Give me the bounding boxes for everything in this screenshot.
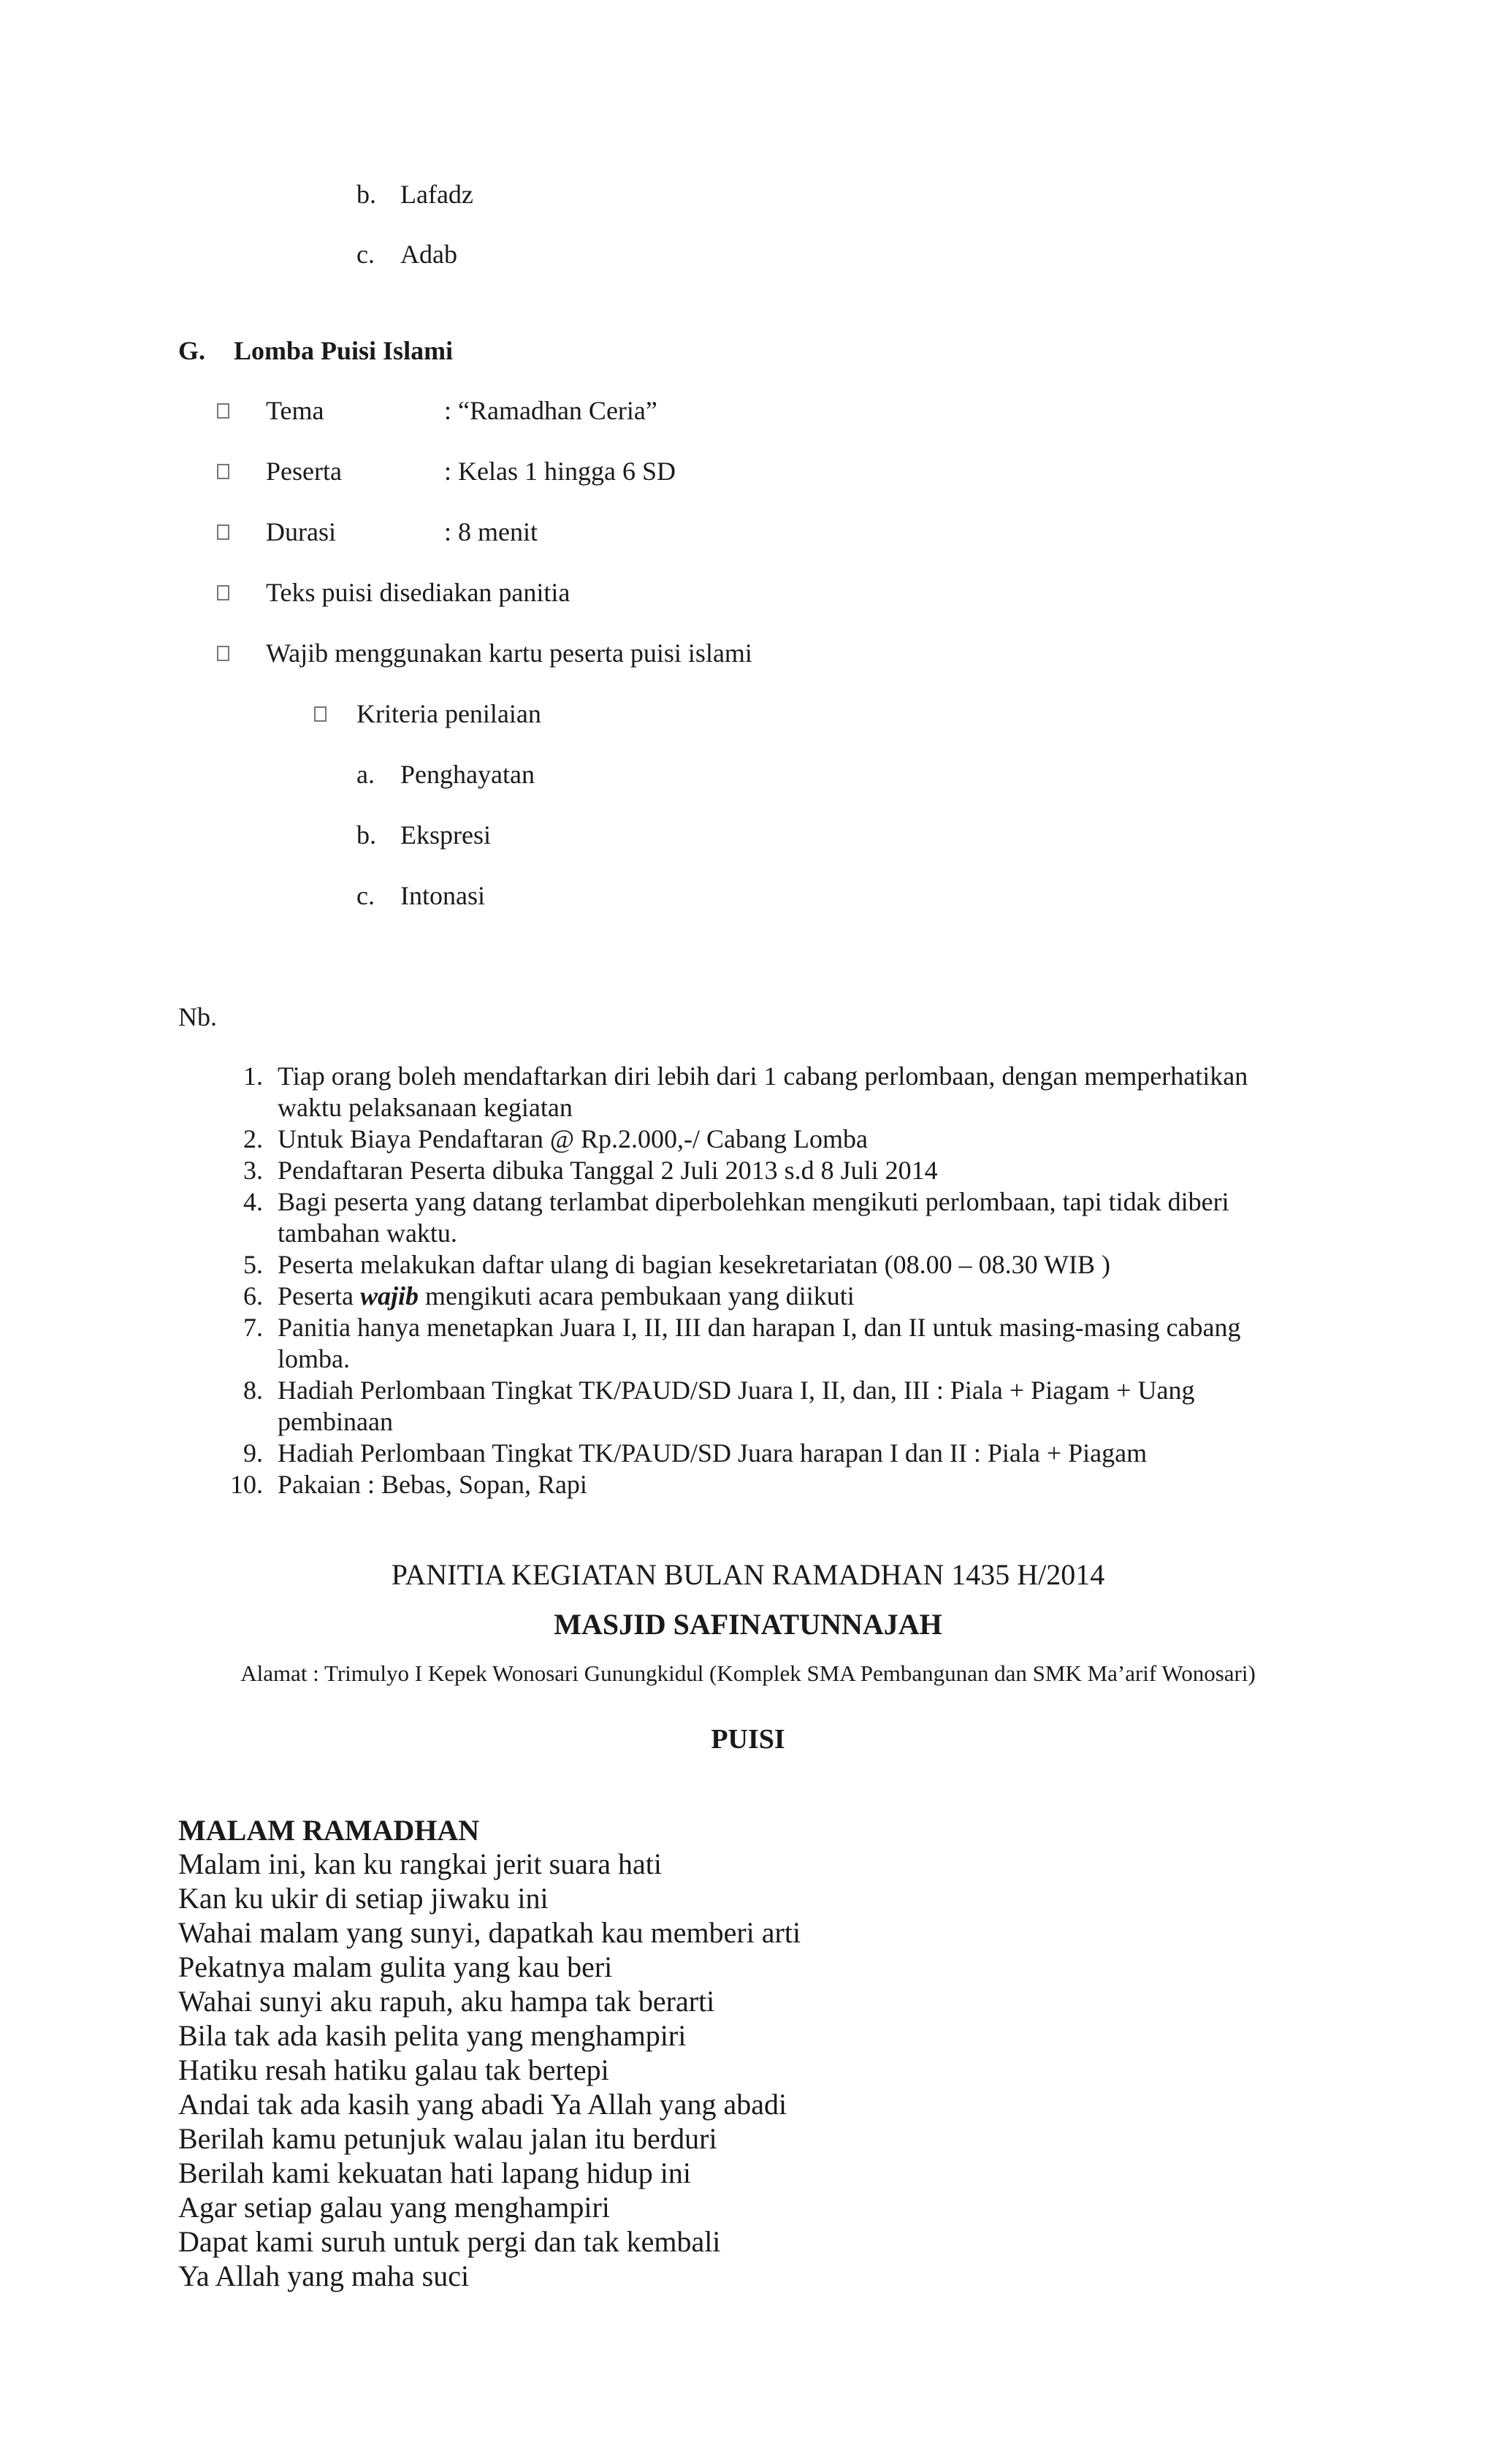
poem-line: Bila tak ada kasih pelita yang menghampiri	[178, 2019, 687, 2052]
note-number: 9.	[243, 1438, 263, 1468]
notes-label: Nb.	[178, 1002, 217, 1031]
note-item	[219, 1061, 1359, 1124]
list-marker: b.	[356, 820, 376, 850]
criteria-label: Kriteria penilaian	[356, 699, 541, 728]
poem-line: Wahai sunyi aku rapuh, aku hampa tak berarti	[178, 1985, 715, 2018]
note-text: Peserta melakukan daftar ulang di bagian kesekretariatan (08.00 – 08.30 WIB )	[278, 1250, 1110, 1279]
poem-line: Malam ini, kan ku rangkai jerit suara hati	[178, 1847, 663, 1880]
detail-label: Tema	[266, 396, 324, 425]
detail-value: : Kelas 1 hingga 6 SD	[444, 457, 676, 486]
poem-line: Dapat kami suruh untuk pergi dan tak kembali	[178, 2225, 721, 2258]
note-text-cont: pembinaan	[278, 1407, 393, 1436]
note-text-cont: tambahan waktu.	[278, 1218, 457, 1248]
note-item	[219, 1249, 1359, 1281]
poem-line: Wahai malam yang sunyi, dapatkah kau memberi arti	[178, 1916, 801, 1949]
note-text: Bagi peserta yang datang terlambat diperbolehkan mengikuti perlombaan, tapi tidak diberi	[278, 1187, 1229, 1216]
note-number: 5.	[243, 1250, 263, 1279]
note-number: 10.	[230, 1470, 263, 1499]
checkbox-bullet-icon	[217, 646, 229, 661]
note-item	[219, 1469, 1359, 1500]
note-number: 2.	[243, 1124, 263, 1153]
mosque-name: MASJID SAFINATUNNAJAH	[554, 1608, 942, 1641]
section-marker: G.	[178, 336, 206, 365]
list-item: Lafadz	[400, 180, 473, 209]
note-text	[278, 1281, 1359, 1312]
note-item	[219, 1281, 1359, 1312]
note-number: 4.	[243, 1187, 263, 1216]
poem-line: Ya Allah yang maha suci	[178, 2259, 470, 2292]
list-marker: a.	[356, 760, 375, 789]
note-text: Tiap orang boleh mendaftarkan diri lebih dari 1 cabang perlombaan, dengan memperhatikan	[278, 1061, 1248, 1091]
bullet-text: Teks puisi disediakan panitia	[266, 578, 570, 607]
detail-label: Peserta	[266, 457, 342, 486]
checkbox-bullet-icon	[217, 525, 229, 540]
poem-line: Kan ku ukir di setiap jiwaku ini	[178, 1882, 549, 1915]
note-text: Pakaian : Bebas, Sopan, Rapi	[278, 1470, 587, 1499]
list-marker: b.	[356, 180, 376, 209]
poem-line: Berilah kamu petunjuk walau jalan itu berduri	[178, 2122, 717, 2155]
note-item	[219, 1124, 1359, 1155]
detail-label: Durasi	[266, 517, 336, 546]
poem-line: Andai tak ada kasih yang abadi Ya Allah yang abadi	[178, 2088, 787, 2121]
list-marker: c.	[356, 881, 375, 910]
poem-line: Berilah kami kekuatan hati lapang hidup ini	[178, 2156, 692, 2189]
note-item	[219, 1312, 1359, 1375]
note-number: 7.	[243, 1313, 263, 1342]
criteria-item: Penghayatan	[400, 760, 535, 789]
poem-title: MALAM RAMADHAN	[178, 1814, 480, 1847]
poem-line: Pekatnya malam gulita yang kau beri	[178, 1950, 613, 1983]
note-text-cont: waktu pelaksanaan kegiatan	[278, 1093, 573, 1122]
note-number: 3.	[243, 1156, 263, 1185]
criteria-item: Intonasi	[400, 881, 485, 910]
checkbox-bullet-icon	[314, 706, 327, 722]
criteria-item: Ekspresi	[400, 820, 491, 850]
section-title: Lomba Puisi Islami	[234, 336, 454, 365]
detail-value: : 8 menit	[444, 517, 538, 546]
note-item	[219, 1186, 1359, 1249]
checkbox-bullet-icon	[217, 585, 229, 600]
note-number: 6.	[243, 1281, 263, 1311]
note-text-cont: lomba.	[278, 1344, 350, 1373]
note-text: Panitia hanya menetapkan Juara I, II, III dan harapan I, dan II untuk masing-masing cabang	[278, 1313, 1241, 1342]
note-text-post: mengikuti acara pembukaan yang diikuti	[418, 1281, 855, 1311]
poem-line: Hatiku resah hatiku galau tak bertepi	[178, 2053, 609, 2086]
committee-title: PANITIA KEGIATAN BULAN RAMADHAN 1435 H/2014	[391, 1558, 1105, 1591]
note-number: 8.	[243, 1376, 263, 1405]
note-text: Hadiah Perlombaan Tingkat TK/PAUD/SD Juara harapan I dan II : Piala + Piagam	[278, 1438, 1148, 1468]
detail-value: : “Ramadhan Ceria”	[444, 396, 657, 425]
address-line: Alamat : Trimulyo I Kepek Wonosari Gunungkidul (Komplek SMA Pembangunan dan SMK Ma’arif Wonosari)	[240, 1660, 1256, 1686]
note-text-pre: Peserta	[278, 1281, 360, 1311]
section-heading: PUISI	[711, 1724, 785, 1755]
list-marker: c.	[356, 240, 375, 269]
note-item	[219, 1438, 1359, 1469]
list-item: Adab	[400, 240, 457, 269]
checkbox-bullet-icon	[217, 403, 229, 419]
note-number: 1.	[243, 1061, 263, 1091]
note-item	[219, 1155, 1359, 1186]
note-item	[219, 1375, 1359, 1438]
poem-line: Agar setiap galau yang menghampiri	[178, 2191, 610, 2224]
note-text: Hadiah Perlombaan Tingkat TK/PAUD/SD Juara I, II, dan, III : Piala + Piagam + Uang	[278, 1376, 1195, 1405]
note-text: Untuk Biaya Pendaftaran @ Rp.2.000,-/ Cabang Lomba	[278, 1124, 868, 1153]
note-text: Pendaftaran Peserta dibuka Tanggal 2 Juli 2013 s.d 8 Juli 2014	[278, 1156, 938, 1185]
checkbox-bullet-icon	[217, 464, 229, 479]
note-emphasis: wajib	[359, 1281, 419, 1311]
bullet-text: Wajib menggunakan kartu peserta puisi islami	[266, 638, 752, 668]
